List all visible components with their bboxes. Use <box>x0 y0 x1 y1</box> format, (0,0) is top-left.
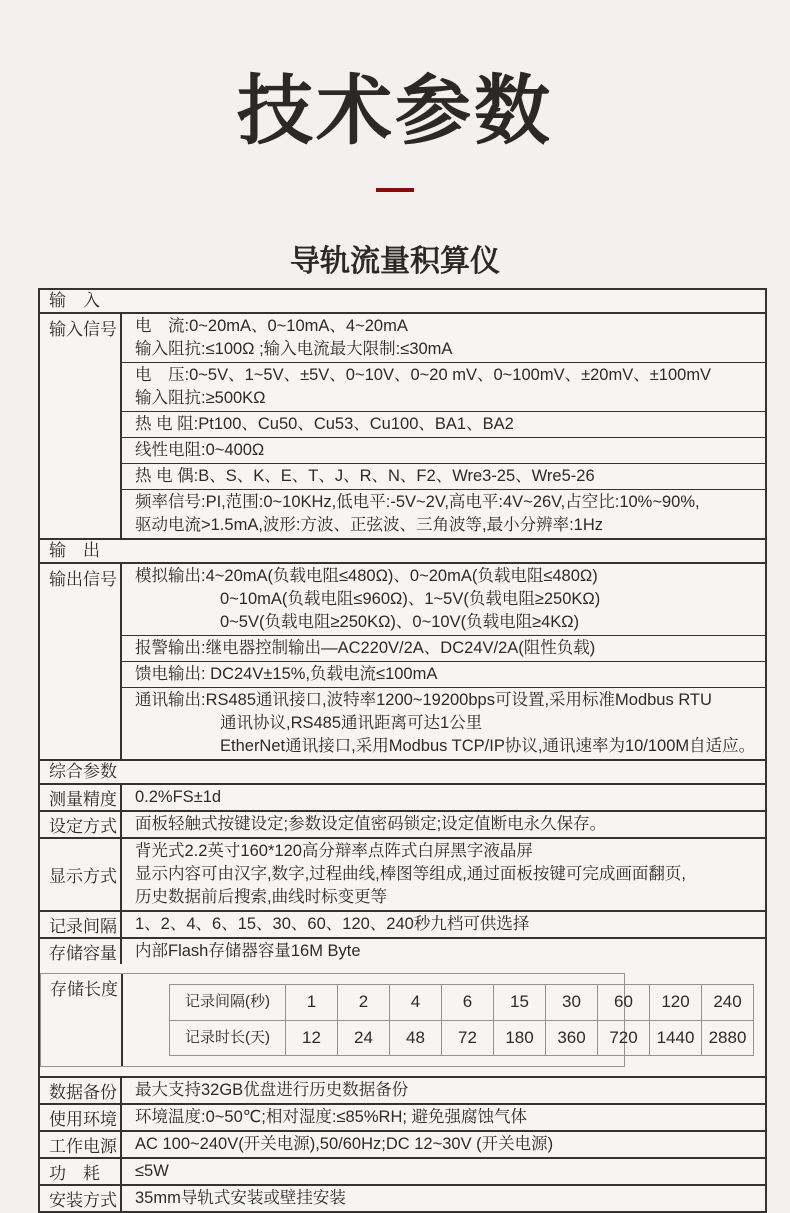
spec-content <box>122 785 765 810</box>
spec-content <box>122 912 765 937</box>
spec-value-line: ≤5W <box>135 1162 169 1180</box>
spec-label: 测量精度 <box>40 785 122 810</box>
storage-header-duration: 记录时长(天) <box>170 1020 285 1055</box>
spec-row <box>40 562 765 759</box>
storage-duration-value: 12 <box>285 1020 337 1055</box>
spec-value-line: 0.2%FS±1d <box>135 788 222 806</box>
spec-content <box>122 812 765 837</box>
spec-label: 安装方式 <box>40 1186 122 1211</box>
storage-header-interval: 记录间隔(秒) <box>185 993 270 1010</box>
spec-value-line: 通讯协议,RS485通讯距离可达1公里 <box>220 714 483 732</box>
spec-subrow <box>122 661 765 687</box>
spec-subrow <box>122 463 765 489</box>
spec-value-line: 历史数据前后搜索,曲线时标变更等 <box>135 888 388 906</box>
spec-row <box>40 783 765 810</box>
spec-value-line: 输入阻抗:≥500KΩ <box>135 389 266 407</box>
storage-table <box>169 984 754 1056</box>
spec-row <box>40 810 765 837</box>
spec-value-line: 热 电 偶:B、S、K、E、T、J、R、N、F2、Wre3-25、Wre5-26 <box>135 467 595 485</box>
storage-interval-value: 4 <box>389 985 441 1020</box>
spec-label: 输出信号 <box>40 564 122 759</box>
storage-duration-value: 180 <box>493 1020 545 1055</box>
spec-value-line: 输入阻抗:≤100Ω ;输入电流最大限制:≤30mA <box>135 340 453 358</box>
spec-row <box>40 312 765 538</box>
spec-label: 数据备份 <box>40 1078 122 1103</box>
section-row <box>40 538 765 562</box>
section-label: 输 入 <box>49 291 100 310</box>
spec-row <box>40 1130 765 1157</box>
spec-row <box>40 1157 765 1184</box>
spec-subrow <box>122 437 765 463</box>
spec-row <box>40 937 765 964</box>
spec-value-line: 馈电输出: DC24V±15%,负载电流≤100mA <box>135 665 438 683</box>
spec-value-line: 报警输出:继电器控制输出—AC220V/2A、DC24V/2A(阻性负载) <box>135 639 596 657</box>
spec-value-line: 电 压:0~5V、1~5V、±5V、0~10V、0~20 mV、0~100mV、±20mV、±100mV <box>135 366 712 384</box>
spec-value-line: 频率信号:PI,范围:0~10KHz,低电平:-5V~2V,高电平:4V~26V,占空比:10%~90%, <box>135 493 700 511</box>
spec-row <box>40 1184 765 1211</box>
section-row <box>40 290 765 312</box>
spec-label: 记录间隔 <box>40 912 122 937</box>
storage-duration-value: 72 <box>441 1020 493 1055</box>
spec-content <box>156 974 747 1066</box>
spec-label: 显示方式 <box>40 839 122 910</box>
spec-value-line: 通讯输出:RS485通讯接口,波特率1200~19200bps可设置,采用标准Modbus RTU <box>135 691 712 709</box>
spec-value-line: 线性电阻:0~400Ω <box>135 441 265 459</box>
spec-value-line: 35mm导轨式安装或壁挂安装 <box>135 1189 346 1207</box>
spec-content <box>122 1186 765 1211</box>
spec-subrow <box>122 489 765 538</box>
spec-row <box>40 1076 765 1103</box>
spec-label: 功 耗 <box>40 1159 122 1184</box>
section-label: 输 出 <box>49 541 100 560</box>
spec-value-line: 模拟输出:4~20mA(负载电阻≤480Ω)、0~20mA(负载电阻≤480Ω) <box>135 567 598 585</box>
spec-value-line: 面板轻触式按键设定;参数设定值密码锁定;设定值断电永久保存。 <box>135 815 607 833</box>
spec-row <box>40 973 747 1067</box>
spec-label: 使用环境 <box>40 1105 122 1130</box>
spec-label: 设定方式 <box>40 812 122 837</box>
spec-row <box>40 1103 765 1130</box>
storage-interval-value: 1 <box>285 985 337 1020</box>
spec-value-line: 0~10mA(负载电阻≤960Ω)、1~5V(负载电阻≥250KΩ) <box>220 590 601 608</box>
storage-interval-value: 30 <box>545 985 597 1020</box>
title-accent-dash <box>376 188 414 192</box>
storage-duration-value: 720 <box>597 1020 649 1055</box>
storage-interval-value: 15 <box>493 985 545 1020</box>
storage-duration-value: 2880 <box>701 1020 753 1055</box>
storage-duration-value: 24 <box>337 1020 389 1055</box>
spec-value-line: 环境温度:0~50℃;相对湿度:≤85%RH; 避免强腐蚀气体 <box>135 1108 528 1126</box>
spec-value-line: 热 电 阻:Pt100、Cu50、Cu53、Cu100、BA1、BA2 <box>135 415 514 433</box>
spec-value-line: 1、2、4、6、15、30、60、120、240秒九档可供选择 <box>135 915 530 933</box>
spec-label: 存储容量 <box>40 939 122 964</box>
spec-content <box>122 839 765 910</box>
spec-label: 存储长度 <box>41 974 123 1066</box>
section-label: 综合参数 <box>49 762 117 781</box>
spec-content <box>122 1132 765 1157</box>
spec-subrow <box>122 564 765 635</box>
spec-value-line: 内部Flash存储器容量16M Byte <box>135 942 361 960</box>
product-subtitle: 导轨流量积算仪 <box>290 245 500 278</box>
spec-value-line: 0~5V(负载电阻≥250KΩ)、0~10V(负载电阻≥4KΩ) <box>220 613 580 631</box>
spec-value-line: 驱动电流>1.5mA,波形:方波、正弦波、三角波等,最小分辨率:1Hz <box>135 516 604 534</box>
storage-interval-value: 240 <box>701 985 753 1020</box>
section-row <box>40 759 765 783</box>
storage-duration-value: 48 <box>389 1020 441 1055</box>
storage-duration-value: 360 <box>545 1020 597 1055</box>
spec-content <box>122 1078 765 1103</box>
spec-table-rows <box>40 290 765 1211</box>
spec-content <box>122 1159 765 1184</box>
storage-interval-value: 60 <box>597 985 649 1020</box>
spec-row <box>40 910 765 937</box>
spec-subrow <box>122 411 765 437</box>
spec-value-line: 最大支持32GB优盘进行历史数据备份 <box>135 1081 409 1099</box>
spec-subrow <box>122 314 765 362</box>
spec-value-line: EtherNet通讯接口,采用Modbus TCP/IP协议,通讯速率为10/100M自适应。 <box>220 737 756 755</box>
storage-interval-value: 120 <box>649 985 701 1020</box>
spec-label: 工作电源 <box>40 1132 122 1157</box>
storage-interval-value: 6 <box>441 985 493 1020</box>
storage-duration-value: 1440 <box>649 1020 701 1055</box>
page-title: 技术参数 <box>237 69 553 154</box>
storage-interval-value: 2 <box>337 985 389 1020</box>
spec-table <box>38 288 767 1213</box>
spec-row <box>40 837 765 910</box>
spec-subrow <box>122 687 765 759</box>
spec-value-line: 背光式2.2英寸160*120高分辩率点阵式白屏黑字液晶屏 <box>135 842 533 860</box>
spec-content <box>122 939 765 964</box>
spec-subrow <box>122 635 765 661</box>
spec-content <box>122 564 765 759</box>
spec-value-line: 电 流:0~20mA、0~10mA、4~20mA <box>135 317 408 335</box>
spec-subrow <box>122 362 765 411</box>
spec-value-line: AC 100~240V(开关电源),50/60Hz;DC 12~30V (开关电源) <box>135 1135 554 1153</box>
spec-content <box>122 1105 765 1130</box>
spec-value-line: 显示内容可由汉字,数字,过程曲线,棒图等组成,通过面板按键可完成画面翻页, <box>135 865 686 883</box>
spec-label: 输入信号 <box>40 314 122 538</box>
spec-content <box>122 314 765 538</box>
